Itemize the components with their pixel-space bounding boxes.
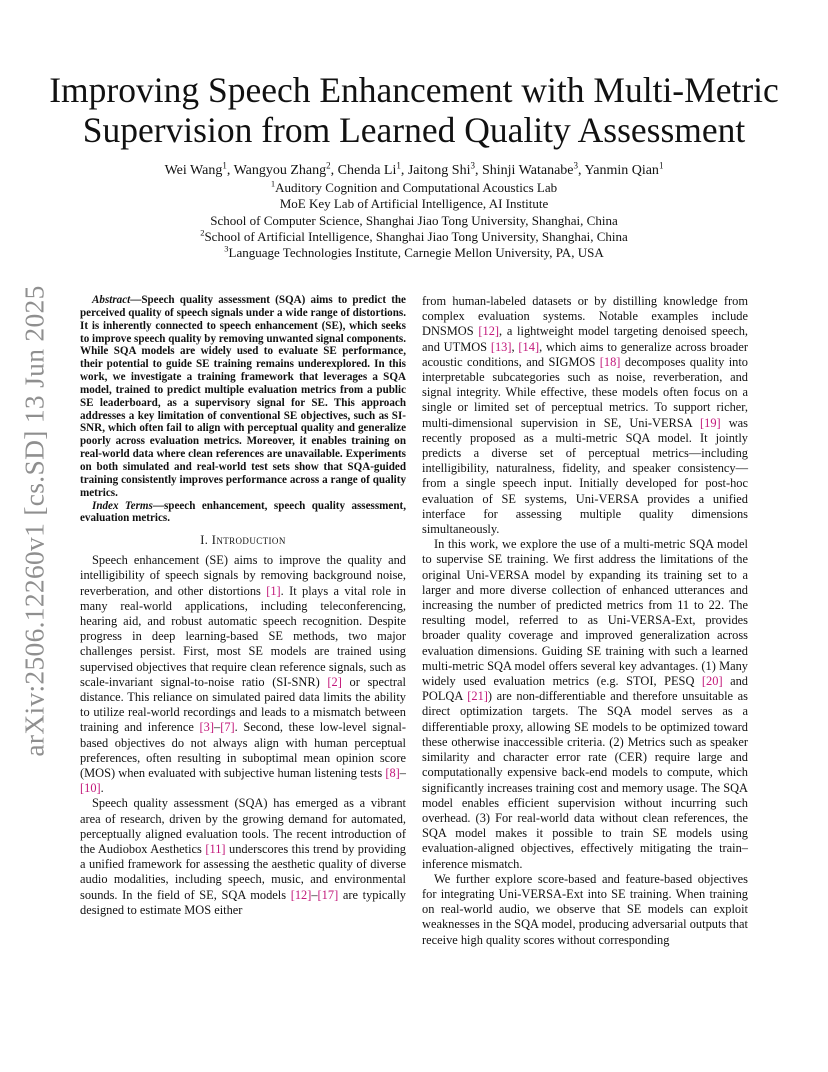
affiliation-line (100, 180, 728, 196)
paragraph: In this work, we explore the use of a multi-metric SQA model to supervise SE training. We first address the limitations of the original Uni-VERSA model by expanding its training set to a larger and more diverse collection of enhanced utterances and increasing the number of predicted metrics from 11 to 22. The resulting model, referred to as Uni-VERSA-Ext, provides broader quality coverage and improved generalization across evaluation dimensions. Guiding SE training with such a learned multi-metric SQA model offers several key advantages. (1) Many widely used evaluation metrics (e.g. STOI, PESQ [20] and POLQA [21]) are non-differentiable and therefore unsuitable as direct optimization targets. The SQA model serves as a differentiable proxy, allowing SE models to be optimized toward these otherwise inaccessible criteria. (2) Metrics such as speaker similarity and character error rate (CER) require large and computationally expensive back-end models to compute, which significantly increases training cost and memory usage. The SQA model enables efficient supervision without incurring such overhead. (3) For real-world data without clean references, the SQA model makes it possible to train SE models using evaluation-aligned objectives, effectively mitigating the train–inference mismatch. (422, 537, 748, 871)
citation-link[interactable]: [8] (385, 766, 400, 781)
affiliation-text: School of Computer Science, Shanghai Jiao Tong University, Shanghai, China (210, 212, 618, 228)
paragraph: Speech quality assessment (SQA) has emerged as a vibrant area of research, driven by the growing demand for automated, perceptually aligned evaluation tools. The recent introduction of the Audiobox Aesthetics [11] underscores this trend by providing a unified framework for assessing the aesthetic quality of diverse audio modalities, including speech, music, and environmental sounds. In the field of SE, SQA models [12]–[17] are typically designed to estimate MOS either (80, 796, 406, 917)
abstract-label: Abstract (92, 294, 131, 306)
affiliation-text: MoE Key Lab of Artificial Intelligence, AI Institute (279, 196, 549, 212)
affiliation-text: School of Artificial Intelligence, Shanghai Jiao Tong University, Shanghai, China (204, 228, 628, 244)
citation-link[interactable]: [2] (327, 674, 342, 689)
author-affiliation-mark: 2 (326, 160, 331, 171)
arxiv-sidebar (18, 284, 52, 757)
author-affiliation-mark: 3 (470, 160, 475, 171)
citation-link[interactable]: [10] (80, 781, 101, 796)
section-heading (80, 533, 406, 548)
citation-link[interactable]: [18] (599, 354, 621, 369)
citation-link[interactable]: [21] (467, 689, 488, 704)
paper-title: Improving Speech Enhancement with Multi-Metric Supervision from Learned Quality Assessment (49, 70, 779, 150)
citation-link[interactable]: [20] (701, 674, 723, 689)
author-name: Jaitong Shi (407, 163, 471, 178)
affiliation-text: Language Technologies Institute, Carnegie Mellon University, PA, USA (228, 245, 604, 261)
affiliation-line (100, 213, 728, 229)
author-name: Chenda Li (337, 163, 397, 178)
index-terms-text: speech enhancement, speech quality assessment, evaluation metrics. (80, 499, 406, 525)
citation-link[interactable]: [13] (490, 339, 512, 354)
citation-link[interactable]: [1] (266, 583, 281, 598)
author-name: Yanmin Qian (584, 163, 659, 178)
index-terms: Index Terms—speech enhancement, speech quality assessment, evaluation metrics. (80, 499, 406, 525)
author-name: Wangyou Zhang (233, 163, 327, 178)
affiliation-line (100, 196, 728, 212)
author-name: Wei Wang (164, 163, 223, 178)
section-number: I. (200, 533, 209, 548)
affiliation-mark: 3 (224, 243, 229, 254)
affiliation-text: Auditory Cognition and Computational Acoustics Lab (275, 180, 558, 195)
citation-link[interactable]: [12] (290, 887, 312, 902)
citation-link[interactable]: [12] (478, 324, 500, 339)
citation-link[interactable]: [17] (317, 887, 339, 902)
citation-link[interactable]: [19] (700, 415, 721, 430)
affiliation-line (100, 229, 728, 245)
affiliation-mark: 2 (200, 227, 205, 238)
author-affiliation-mark: 1 (222, 160, 227, 171)
citation-link[interactable]: [7] (220, 720, 235, 735)
index-terms-label: Index Terms (92, 499, 153, 512)
author-affiliation-mark: 3 (573, 160, 579, 171)
author-list: Wei Wang$^1$, Wangyou Zhang$^2$, Chenda Li$^1$, Jaitong Shi$^3$, Shinji Watanabe$^3$, Yanmin Qian$^1$ (164, 160, 664, 178)
abstract-text: Speech quality assessment (SQA) aims to predict the perceived quality of speech signals under a wide range of distortions. It is inherently connected to speech enhancement (SE), which seeks to improve speech quality by removing unwanted signal components. While SQA models are widely used to evaluate SE performance, their potential to guide SE training remains underexplored. In this work, we investigate a training framework that leverages a SQA model, trained to predict multiple evaluation metrics from a public SE leaderboard, as a supervisory signal for SE. This approach addresses a key limitation of conventional SE objectives, such as SI-SNR, which often fail to align with perceptual quality and generalize poorly across evaluation metrics. Moreover, it enables training on real-world data where clean references are unavailable. Experiments on both simulated and real-world test sets show that SQA-guided training consistently improves performance across a range of quality metrics. (80, 294, 406, 499)
citation-link[interactable]: [14] (518, 339, 540, 354)
abstract: Abstract—Speech quality assessment (SQA) aims to predict the perceived quality of speech signals under a wide range of distortions. It is inherently connected to speech enhancement (SE), which seeks to improve speech quality by removing unwanted signal components. While SQA models are widely used to evaluate SE performance, their potential to guide SE training remains underexplored. In this work, we investigate a training framework that leverages a SQA model, trained to predict multiple evaluation metrics from a public SE leaderboard, as a supervisory signal for SE. This approach addresses a key limitation of conventional SE objectives, such as SI-SNR, which often fail to align with perceptual quality and generalize poorly across evaluation metrics. Moreover, it enables training on real-world data where clean references are unavailable. Experiments on both simulated and real-world test sets show that SQA-guided training consistently improves performance across a range of quality metrics. (80, 294, 406, 499)
citation-link[interactable]: [3] (199, 720, 214, 735)
author-name: Shinji Watanabe (481, 163, 574, 178)
paragraph: We further explore score-based and feature-based objectives for integrating Uni-VERSA-Ext into SE training. When training on real-world audio, we observe that SE models can exploit weaknesses in the SQA model, producing adversarial outputs that receive high quality scores without corresponding (422, 871, 748, 947)
right-column (422, 294, 748, 948)
author-affiliation-mark: 1 (396, 160, 401, 171)
citation-link[interactable]: [11] (205, 842, 226, 857)
section-title: Introduction (211, 533, 286, 548)
affiliation-line (100, 245, 728, 261)
arxiv-id: arXiv:2506.12260v1 [cs.SD] 13 Jun 2025 (19, 284, 51, 757)
author-affiliation-mark: 1 (658, 160, 664, 171)
affiliation-list (100, 180, 728, 261)
left-column (80, 294, 406, 918)
affiliation-mark: 1 (270, 178, 276, 189)
paragraph: Speech enhancement (SE) aims to improve the quality and intelligibility of speech signals by removing background noise, reverberation, and other distortions [1]. It plays a vital role in many real-world applications, including teleconferencing, hearing aid, and robust automatic speech recognition. Despite progress in deep learning-based SE methods, two major challenges persist. First, most SE models are trained using supervised objectives that require clean reference signals, such as scale-invariant signal-to-noise ratio (SI-SNR) [2] or spectral distance. This reliance on simulated paired data limits the ability to utilize real-world recordings and leads to a mismatch between training and inference [3]–[7]. Second, these low-level signal-based objectives do not always align with human perceptual preferences, often resulting in suboptimal mean opinion score (MOS) when evaluated with subjective human listening tests [8]–[10]. (80, 553, 406, 796)
paragraph: from human-labeled datasets or by distilling knowledge from complex evaluation systems. Notable examples include DNSMOS [12], a lightweight model targeting denoised speech, and UTMOS [13], [14], which aims to generalize across broader acoustic conditions, and SIGMOS [18] decomposes quality into interpretable subcategories such as noise, reverberation, and signal integrity. While effective, these models often focus on a single or limited set of perceptual metrics. To support richer, multi-dimensional supervision in SE, Uni-VERSA [19] was recently proposed as a multi-metric SQA model. It jointly predicts a diverse set of perceptual metrics—including intelligibility, naturalness, fidelity, and speaker consistency—from a single speech input. Initially developed for post-hoc evaluation of SE systems, Uni-VERSA provides a unified interface for assessing multiple quality dimensions simultaneously. (422, 294, 749, 537)
